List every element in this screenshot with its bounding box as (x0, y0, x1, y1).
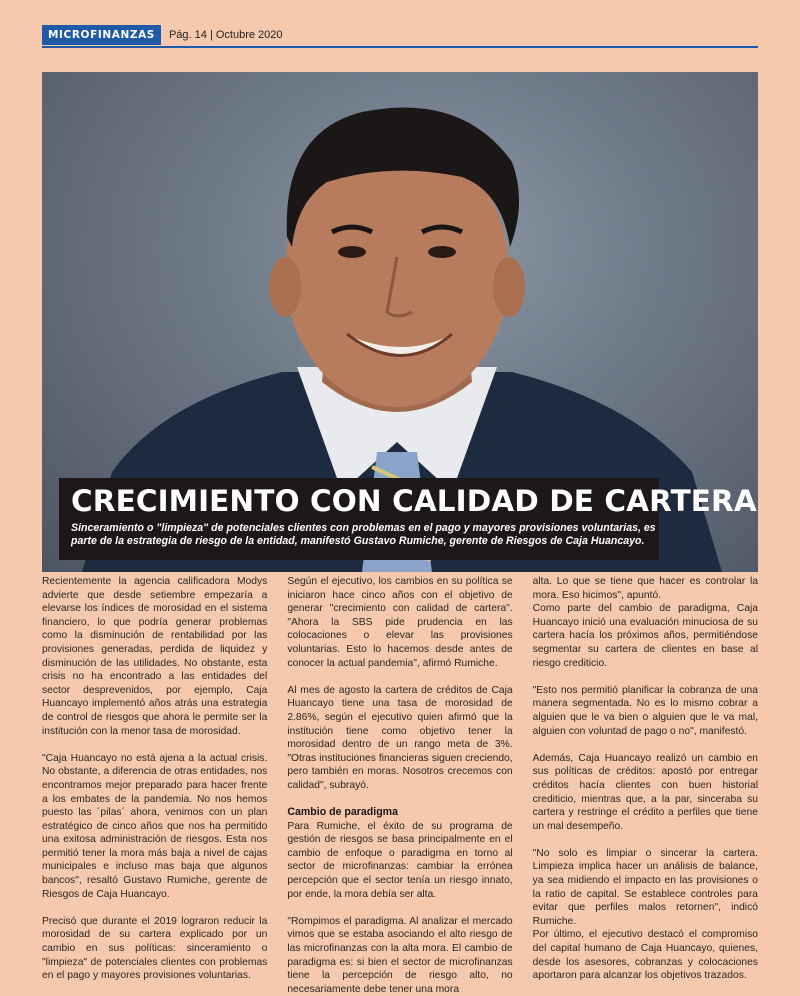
page-header (42, 24, 758, 46)
column-3 (532, 575, 758, 982)
section-heading: Cambio de paradigma (287, 806, 398, 819)
paragraph: "Esto nos permitió planificar la cobranza de una manera segmentada. No es lo mismo cobrar a alguien que le va bien o alguien que le va mal, alguien con voluntad de pago o no", manifestó. (532, 684, 758, 737)
paragraph: "No solo es limpiar o sincerar la cartera. Limpieza implica hacer un análisis de balance, ya sea midiendo el impacto en las provisiones o la ratio de capital. Se establece controles para evitar que perfiles malos retornen", indicó Rumiche. (532, 847, 758, 927)
paragraph: Como parte del cambio de paradigma, Caja Huancayo inició una evaluación minuciosa de su cartera hacía los próximos años, permitiéndose segmentar su cartera de clientes en base al riesgo crediticio. (532, 603, 758, 669)
header-rule (42, 46, 758, 48)
paragraph: Por último, el ejecutivo destacó el compromiso del capital humano de Caja Huancayo, quienes, desde los asesores, cobranzas y colocaciones aportaron para alcanzar los objetivos trazados. (532, 929, 758, 982)
column-2 (287, 575, 513, 995)
paragraph: Para Rumiche, el éxito de su programa de gestión de riesgos se basa principalmente en el cambio de enfoque o paradigma en torno al sector de microfinanzas: cambiar la errónea percepción que el sector tenía un riesgo innato, por ende, la mora debía ser alta. (287, 820, 513, 900)
paragraph: "Caja Huancayo no está ajena a la actual crisis. No obstante, a diferencia de otras entidades, nos encontramos mejor preparado para hacer frente a los embates de la pandemia. No nos hemos puesto las ´pilas´ ahora, venimos con un plan estratégico de cinco años que nos ha permitido una exitosa administración de riesgos. Esta nos permitió tener la mora más baja a nivel de cajas municipales e incluso mas baja que algunos bancos", resaltó Gustavo Rumiche, gerente de Riesgos de Caja Huancayo. (42, 752, 268, 900)
page-issue: Pág. 14 | Octubre 2020 (168, 29, 283, 41)
paragraph: Además, Caja Huancayo realizó un cambio en sus políticas de créditos: apostó por entregar créditos hacía clientes con buen historial crediticio, mientras que, a la par, sinceraba su cartera y restringe el crédito a perfiles que tiene un mal desempeño. (532, 752, 758, 832)
article-headline: CRECIMIENTO CON CALIDAD DE CARTERA (71, 484, 757, 518)
magazine-brand: MICROFINANZAS (42, 25, 161, 45)
paragraph: "Rompimos el paradigma. Al analizar el mercado vimos que se estaba asociando el alto riesgo de las microfinanzas con la alta mora. El cambio de paradigma es: si bien el sector de microfinanzas tiene la percepción de riesgo alto, no necesariamente debe tener una mora (287, 915, 513, 995)
paragraph: Según el ejecutivo, los cambios en su política se iniciaron hace cinco años con el objetivo de generar "crecimiento con calidad de cartera". "Ahora la SBS pide prudencia en las colocaciones o elevar las provisiones voluntarias. Esto lo hacemos desde antes de conocer la actual pandemia", afirmó Rumiche. (287, 576, 513, 669)
article-subhead: Sinceramiento o "limpieza" de potenciales clientes con problemas en el pago y mayores provisiones voluntarias, es parte de la estrategia de riesgo de la entidad, manifestó Gustavo Rumiche, gerente de Riesgos de Caja Huancayo. (71, 522, 656, 547)
paragraph: alta. Lo que se tiene que hacer es controlar la mora. Eso hicimos", apuntó. (532, 576, 758, 601)
paragraph: Precisó que durante el 2019 lograron reducir la morosidad de su cartera explicado por un cambio en sus políticas: sinceramiento o "limpieza" de potenciales clientes con problemas en el pago y mayores provisiones voluntarias. (42, 915, 268, 982)
paragraph: Recientemente la agencia calificadora Modys advierte que desde setiembre empezaría a elevarse los índices de morosidad en el sistema financiero, lo que podría generar problemas como la disminución de rentabilidad por las provisiones generadas, perdida de liquidez y disminución de las utilidades. No obstante, esta crisis no ha encontrado a las entidades del sector desprevenidos, por ejemplo, Caja Huancayo implementó años atrás una estrategia de control de riesgos que ahora le permite ser la institución con la menor tasa de morosidad. (42, 576, 268, 737)
column-1 (42, 575, 268, 982)
paragraph: Al mes de agosto la cartera de créditos de Caja Huancayo tiene una tasa de morosidad de 2.86%, según el ejecutivo quien afirmó que la institución tiene como objetivo tener la morosidad dentro de un rango meta de 3%. "Otras instituciones financieras siguen creciendo, pero también en moras. Nosotros crecemos con calidad", subrayó. (287, 684, 513, 791)
article-body (42, 575, 758, 995)
